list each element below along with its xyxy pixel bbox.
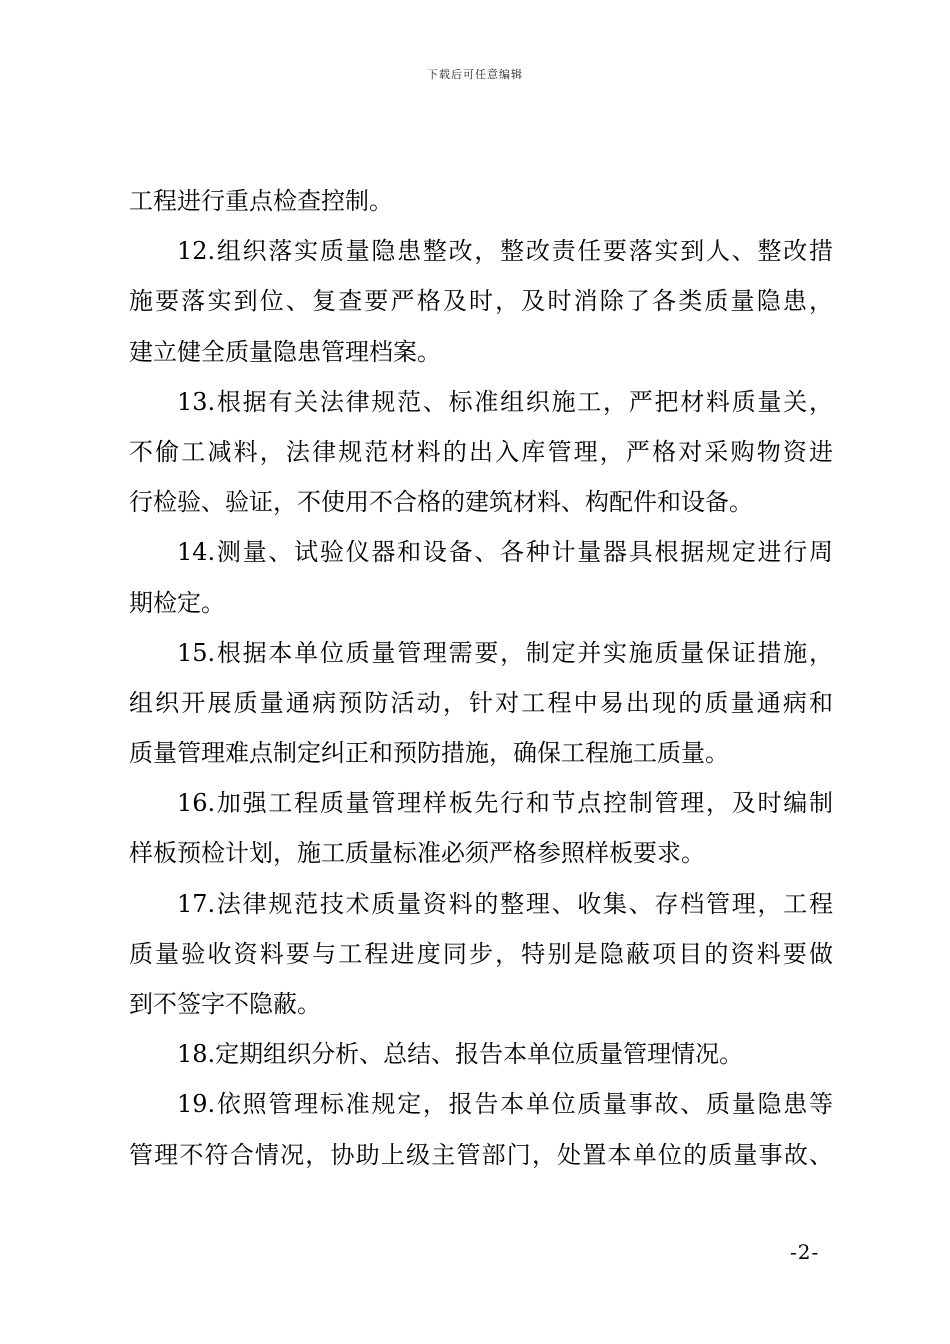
- text-line: 建立健全质量隐患管理档案。: [129, 337, 441, 366]
- page-header-note: 下载后可任意编辑: [427, 68, 523, 81]
- list-item-14-line: 14.测量、试验仪器和设备、各种计量器具根据规定进行周: [177, 538, 833, 567]
- text-line: 行检验、验证，不使用不合格的建筑材料、构配件和设备。: [129, 488, 753, 517]
- text-line: 管理不符合情况，协助上级主管部门，处置本单位的质量事故、: [129, 1140, 833, 1169]
- page-number: -2-: [790, 1240, 820, 1264]
- text-line: 期检定。: [129, 588, 225, 617]
- text-line: 工程进行重点检查控制。: [129, 187, 393, 215]
- document-body: [129, 176, 833, 1180]
- text-line: 质量验收资料要与工程进度同步，特别是隐蔽项目的资料要做: [129, 939, 833, 968]
- list-item-12-line: 12.组织落实质量隐患整改，整改责任要落实到人、整改措: [177, 237, 833, 266]
- text-line: 组织开展质量通病预防活动，针对工程中易出现的质量通病和: [129, 688, 833, 717]
- list-item-15-line: 15.根据本单位质量管理需要，制定并实施质量保证措施，: [177, 638, 833, 667]
- text-line: 施要落实到位、复查要严格及时，及时消除了各类质量隐患，: [129, 287, 833, 316]
- list-item-17-line: 17.法律规范技术质量资料的整理、收集、存档管理，工程: [177, 889, 833, 918]
- list-item-13-line: 13.根据有关法律规范、标准组织施工，严把材料质量关，: [177, 387, 833, 416]
- text-line: 质量管理难点制定纠正和预防措施，确保工程施工质量。: [129, 739, 729, 768]
- text-line: 样板预检计划，施工质量标准必须严格参照样板要求。: [129, 839, 705, 868]
- text-line: 不偷工减料，法律规范材料的出入库管理，严格对采购物资进: [129, 437, 833, 466]
- text-line: 到不签字不隐蔽。: [129, 990, 321, 1018]
- list-item-19-line: 19.依照管理标准规定，报告本单位质量事故、质量隐患等: [177, 1090, 833, 1119]
- list-item-16-line: 16.加强工程质量管理样板先行和节点控制管理，及时编制: [177, 789, 833, 818]
- list-item-18-line: 18.定期组织分析、总结、报告本单位质量管理情况。: [177, 1040, 744, 1069]
